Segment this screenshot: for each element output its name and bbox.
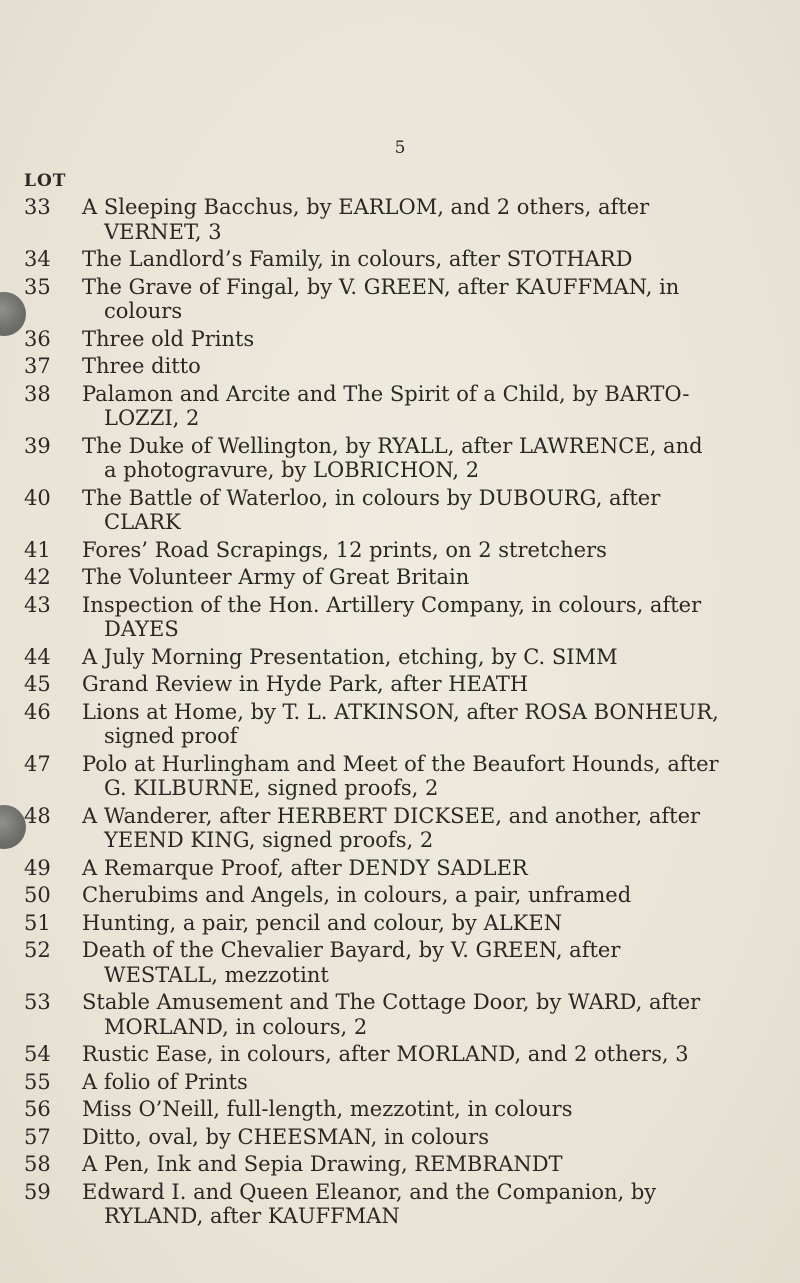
lot-number: 51 [24, 910, 51, 935]
lot-number: 43 [24, 592, 51, 617]
lot-entry [24, 1152, 796, 1177]
lot-number: 53 [24, 990, 51, 1014]
lot-description: Three old Prints [82, 326, 255, 351]
lot-description-continued: VERNET, 3 [104, 219, 222, 244]
lot-number: 34 [24, 247, 51, 271]
lot-number: 44 [24, 644, 51, 669]
lot-number: 47 [24, 751, 51, 776]
lot-number: 56 [24, 1097, 51, 1121]
lot-description: Miss O’Neill, full-length, mezzotint, in colours [82, 1097, 573, 1121]
lot-number: 36 [24, 326, 51, 351]
lot-number: 37 [24, 354, 51, 378]
lot-number: 52 [24, 938, 51, 962]
page-number: 5 [394, 138, 406, 158]
lot-description: A Wanderer, after HERBERT DICKSEE, and another, after [82, 803, 701, 828]
lot-entry [24, 804, 796, 853]
lot-description: Palamon and Arcite and The Spirit of a Child, by BARTO- [82, 381, 690, 406]
lot-description: Grand Review in Hyde Park, after HEATH [82, 672, 529, 696]
lot-description-continued: WESTALL, mezzotint [104, 962, 329, 987]
lot-entry [24, 938, 796, 987]
lot-entry [24, 672, 796, 697]
lot-number: 48 [24, 803, 51, 828]
lot-entry [24, 752, 796, 801]
lot-description-continued: MORLAND, in colours, 2 [104, 1014, 368, 1039]
lot-entry [24, 645, 796, 670]
lot-description: The Landlord’s Family, in colours, after STOTHARD [82, 247, 633, 271]
lot-number: 50 [24, 883, 51, 907]
lot-column-header: LOT [24, 171, 67, 191]
lot-number: 41 [24, 537, 51, 562]
lot-description-continued: DAYES [104, 617, 179, 641]
lot-entry [24, 856, 796, 881]
lot-number: 40 [24, 485, 51, 510]
lot-description: The Volunteer Army of Great Britain [82, 565, 470, 589]
lot-description: Death of the Chevalier Bayard, by V. GREEN, after [82, 938, 621, 962]
lot-number: 54 [24, 1042, 51, 1066]
lot-entry [24, 565, 796, 590]
lot-number: 45 [24, 672, 51, 696]
lot-entry [24, 911, 796, 936]
lot-description: Edward I. and Queen Eleanor, and the Companion, by [82, 1179, 657, 1204]
lot-description: Rustic Ease, in colours, after MORLAND, and 2 others, 3 [82, 1042, 689, 1066]
binding-hole [0, 805, 26, 849]
lot-number: 55 [24, 1069, 51, 1094]
lot-description-continued: LOZZI, 2 [104, 406, 200, 430]
lot-description: Fores’ Road Scrapings, 12 prints, on 2 stretchers [82, 537, 607, 562]
lot-description: Lions at Home, by T. L. ATKINSON, after ROSA BONHEUR, [82, 699, 719, 724]
lot-description: Ditto, oval, by CHEESMAN, in colours [82, 1124, 489, 1149]
lot-description: A Sleeping Bacchus, by EARLOM, and 2 others, after [82, 195, 650, 219]
lot-number: 35 [24, 274, 51, 299]
lot-number: 49 [24, 855, 51, 880]
lot-entry [24, 247, 796, 272]
lot-entry [24, 1180, 796, 1229]
lot-description: Inspection of the Hon. Artillery Company, in colours, after [82, 592, 702, 617]
lot-entry [24, 883, 796, 908]
lot-description: A July Morning Presentation, etching, by C. SIMM [82, 644, 618, 669]
lot-entry [24, 434, 796, 483]
lot-entry [24, 486, 796, 535]
lot-number: 58 [24, 1152, 51, 1176]
lot-entry [24, 354, 796, 379]
lot-entry [24, 382, 796, 431]
lot-entry [24, 700, 796, 749]
lot-entry [24, 1042, 796, 1067]
lot-entry [24, 195, 796, 244]
lot-description-continued: RYLAND, after KAUFFMAN [104, 1204, 400, 1228]
lot-description-continued: signed proof [104, 724, 238, 748]
lot-description: Cherubims and Angels, in colours, a pair, unframed [82, 883, 632, 907]
lot-entry [24, 990, 796, 1039]
lot-description-continued: a photogravure, by LOBRICHON, 2 [104, 458, 480, 482]
lot-entry [24, 538, 796, 563]
lot-description: A Pen, Ink and Sepia Drawing, REMBRANDT [82, 1152, 563, 1176]
lot-description: The Duke of Wellington, by RYALL, after LAWRENCE, and [82, 433, 703, 458]
lot-description: Three ditto [82, 354, 201, 378]
lot-number: 39 [24, 433, 51, 458]
lot-number: 33 [24, 195, 51, 219]
lot-number: 42 [24, 565, 51, 589]
lot-entry [24, 275, 796, 324]
lot-description-continued: colours [104, 299, 183, 323]
lot-entry [24, 1097, 796, 1122]
lot-entry [24, 327, 796, 352]
lot-description: Hunting, a pair, pencil and colour, by ALKEN [82, 910, 563, 935]
binding-hole [0, 292, 26, 336]
lot-description-continued: G. KILBURNE, signed proofs, 2 [104, 776, 439, 800]
lot-entry [24, 1125, 796, 1150]
lot-number: 59 [24, 1179, 51, 1204]
lot-description-continued: YEEND KING, signed proofs, 2 [104, 828, 434, 852]
lot-description: Stable Amusement and The Cottage Door, by WARD, after [82, 990, 701, 1014]
lot-list [24, 195, 796, 1229]
lot-description: A Remarque Proof, after DENDY SADLER [82, 855, 528, 880]
lot-description: The Grave of Fingal, by V. GREEN, after KAUFFMAN, in [82, 274, 680, 299]
lot-number: 46 [24, 699, 51, 724]
lot-entry [24, 1070, 796, 1095]
lot-description-continued: CLARK [104, 510, 181, 534]
lot-description: Polo at Hurlingham and Meet of the Beaufort Hounds, after [82, 751, 719, 776]
lot-number: 38 [24, 381, 51, 406]
lot-entry [24, 593, 796, 642]
lot-description: A folio of Prints [82, 1069, 248, 1094]
lot-number: 57 [24, 1124, 51, 1149]
lot-description: The Battle of Waterloo, in colours by DUBOURG, after [82, 485, 661, 510]
